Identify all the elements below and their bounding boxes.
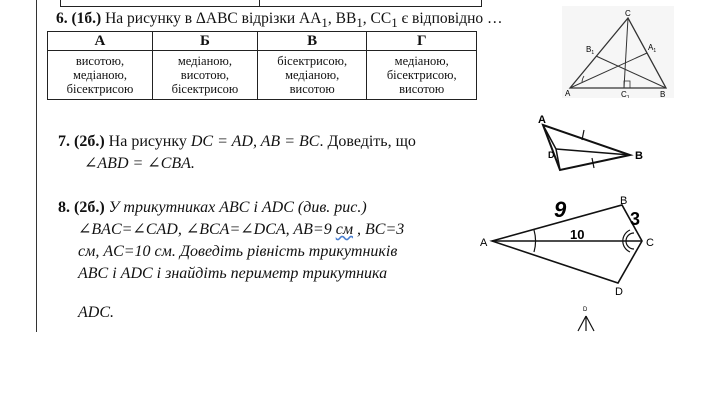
label-d: D [615, 286, 623, 298]
cell-line: бісектрисою, [277, 54, 348, 68]
cell-line: висотою, [75, 54, 125, 68]
q7-text-a: На рисунку [108, 133, 191, 150]
option-a-cell[interactable] [48, 51, 153, 100]
partial-figure-line [578, 316, 586, 331]
q6-number: 6. [56, 10, 68, 27]
q6-points: (1б.) [71, 10, 102, 27]
label-a1-sub: 1 [653, 48, 657, 54]
q6-sub3: 1 [391, 15, 398, 31]
q8-points: (2б.) [74, 199, 105, 216]
q8-line-2 [78, 219, 404, 241]
cell-line: медіаною, [177, 54, 232, 68]
label-a: A [565, 89, 571, 98]
previous-table-edge [60, 0, 482, 7]
label-d: D [548, 150, 555, 160]
page-margin-line [36, 0, 37, 332]
q7-text-b: . Доведіть, що [319, 133, 416, 150]
option-g-header[interactable]: Г [367, 32, 477, 51]
cell-line: бісектрисою [66, 82, 134, 96]
q7-line-1 [58, 131, 416, 153]
q6-triangle-figure [562, 6, 674, 98]
cell-line: медіаною, [285, 68, 340, 82]
label-ac-length: 10 [570, 227, 585, 242]
q7-points: (2б.) [74, 133, 105, 150]
triangle-abc-outline [543, 125, 630, 170]
cell-line: медіаною, [394, 54, 449, 68]
q8-text-2b: , BC=3 [353, 221, 405, 238]
q6-sub2: 1 [356, 15, 363, 31]
label-b1-letter: B [586, 45, 592, 54]
q7-number: 7. [58, 133, 70, 150]
label-b: B [660, 90, 666, 98]
q8-text-cm: см [335, 221, 354, 238]
label-bc-length: 3 [630, 209, 641, 229]
q6-text-c: , CC [362, 10, 392, 27]
cell-line: бісектрисою, [386, 68, 457, 82]
label-c: C [625, 9, 631, 18]
label-a: A [538, 114, 546, 126]
quadrilateral-abcd [492, 205, 642, 283]
q8-line-3: см, AC=10 см. Доведіть рівність трикутників [78, 243, 398, 260]
q8-line-5: ADC. [78, 304, 114, 321]
q6-answer-table [47, 31, 477, 100]
q7-line-2: ∠ABD = ∠CBA. [84, 155, 195, 172]
label-a: A [480, 237, 488, 249]
q7-quadrilateral-figure [532, 112, 650, 174]
option-a-header[interactable]: А [48, 32, 153, 51]
label-c: C [646, 237, 654, 249]
label-b: B [620, 195, 628, 207]
label-a1-letter: A [648, 43, 654, 52]
q8-figure [476, 188, 656, 333]
label-c1-letter: C [621, 90, 627, 98]
cell-line: медіаною, [72, 68, 128, 82]
cell-line: бісектрисою [171, 82, 239, 96]
option-b-header[interactable]: Б [152, 32, 257, 51]
label-c1-sub: 1 [626, 95, 630, 98]
q8-number: 8. [58, 199, 70, 216]
q6-sub1: 1 [321, 15, 328, 31]
option-v-cell[interactable] [257, 51, 367, 100]
q7-equation: DC = AD, AB = BC [190, 133, 320, 150]
q8-text-1: У трикутниках ABC і ADC (див. рис.) [108, 199, 367, 216]
label-ab-length: 9 [554, 197, 567, 222]
option-b-cell[interactable] [152, 51, 257, 100]
label-b1-sub: 1 [591, 50, 595, 56]
cell-line: висотою [399, 82, 445, 96]
q8-text-2a: ∠BAC=∠CAD, ∠BCA=∠DCA, AB=9 [78, 221, 336, 238]
q8-line-1 [58, 197, 367, 219]
partial-figure-line [586, 316, 594, 331]
label-b: B [635, 150, 643, 162]
cell-line: висотою, [180, 68, 230, 82]
q6-text-d: є відповідно … [397, 10, 503, 27]
q6-text-b: , BB [327, 10, 357, 27]
cell-line: висотою [289, 82, 335, 96]
label-bottom-d: D [583, 307, 588, 313]
option-v-header[interactable]: В [257, 32, 367, 51]
q8-line-4: ABC і ADC і знайдіть периметр трикутника [78, 265, 388, 282]
option-g-cell[interactable] [367, 51, 477, 100]
q6-text-a: На рисунку в ΔABC відрізки AA [105, 10, 322, 27]
